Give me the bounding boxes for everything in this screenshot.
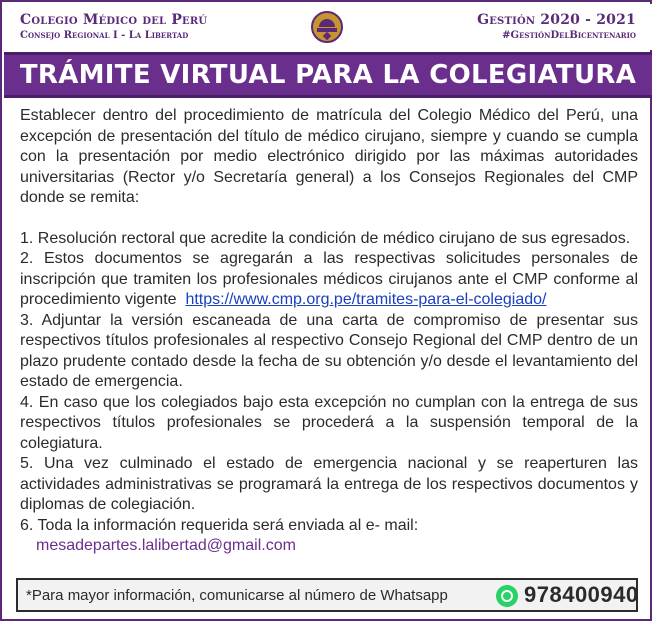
email-address[interactable]: mesadepartes.lalibertad@gmail.com bbox=[36, 537, 296, 554]
footer-text: *Para mayor información, comunicarse al número de Whatsapp bbox=[26, 587, 448, 604]
list-item: 5. Una vez culminado el estado de emergencia nacional y se reaperturen las actividades administrativas se programará la entrega de los respectivos documentos y diplomas de colegiación. bbox=[20, 455, 638, 513]
institution-name: Colegio Médico del Perú bbox=[20, 12, 208, 28]
tramites-link[interactable]: https://www.cmp.org.pe/tramites-para-el-colegiado/ bbox=[185, 291, 547, 308]
header-left bbox=[20, 12, 207, 43]
intro-paragraph: Establecer dentro del procedimiento de matrícula del Colegio Médico del Perú, una excepción de presentación del título de médico cirujano, siempre y cuando se cumpla con la presentación por medio electrónico dirigido por las máximas autoridades universitarias (Rector y/o Secretaría general) a los Consejos Regionales del CMP donde se remita: bbox=[20, 107, 638, 206]
cmp-seal-icon bbox=[311, 11, 343, 43]
management-period: Gestión 2020 - 2021 bbox=[477, 12, 636, 28]
list-item: 3. Adjuntar la versión escaneada de una carta de compromiso de presentar sus respectivos títulos profesionales al respectivo Consejo Regional del CMP dentro de un plazo prudente contado desde la fecha de su obtención y/o desde el levantamiento del estado de emergencia. bbox=[20, 311, 638, 390]
page-title: TRÁMITE VIRTUAL PARA LA COLEGIATURA bbox=[19, 60, 637, 90]
list-item: 1. Resolución rectoral que acredite la condición de médico cirujano de sus egresados. bbox=[20, 229, 631, 247]
main-content bbox=[20, 106, 638, 557]
title-banner bbox=[4, 52, 652, 98]
contact-footer bbox=[16, 578, 638, 612]
header-right bbox=[477, 12, 636, 43]
header bbox=[4, 4, 652, 50]
regional-council: Consejo Regional I - La Libertad bbox=[20, 30, 189, 41]
list-item bbox=[20, 249, 638, 311]
whatsapp-icon bbox=[496, 585, 518, 607]
list-item-text: 2. Estos documentos se agregarán a las respectivas solicitudes personales de inscripción que tramiten los profesionales médicos cirujanos ante el CMP conforme al procedimiento vigente bbox=[20, 250, 638, 308]
list-item: 4. En caso que los colegiados bajo esta excepción no cumplan con la entrega de sus respectivos títulos profesionales se procederá a la suspensión temporal de la colegiatura. bbox=[20, 393, 638, 452]
list-item: 6. Toda la información requerida será enviada al e- mail: bbox=[20, 516, 419, 534]
whatsapp-number[interactable]: 978400940 bbox=[524, 582, 639, 607]
hashtag: #GestiónDelBicentenario bbox=[502, 30, 636, 41]
